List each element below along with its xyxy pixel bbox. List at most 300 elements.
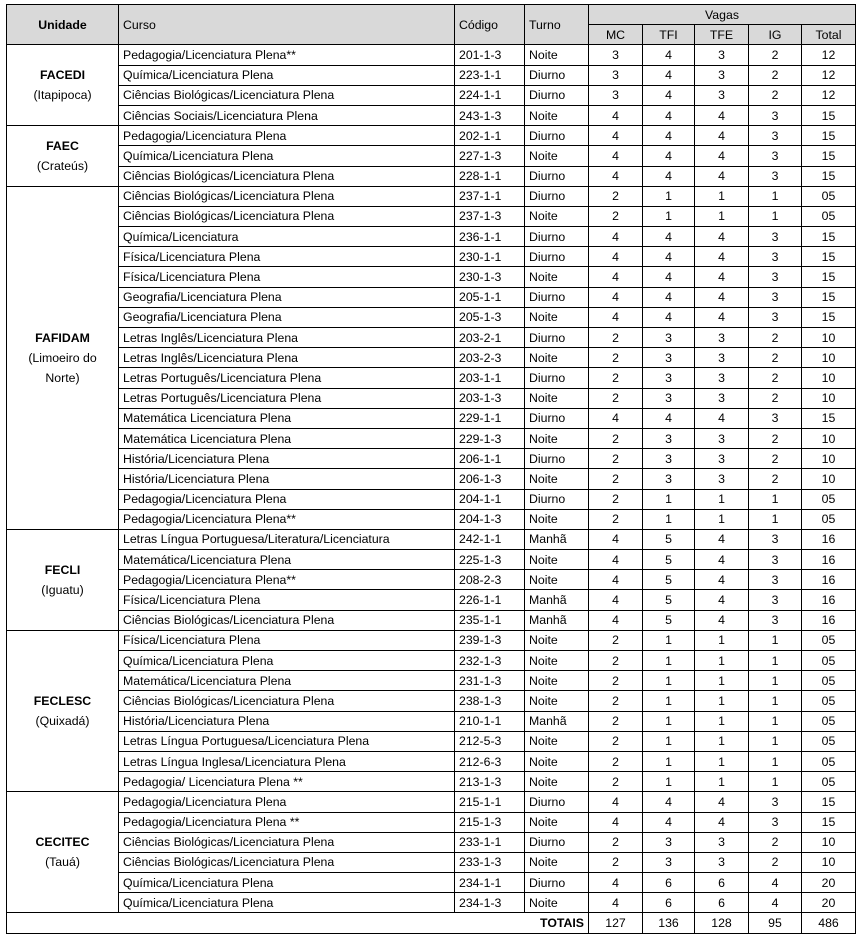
cell-curso: Letras Inglês/Licenciatura Plena xyxy=(119,348,455,368)
cell-codigo: 213-1-3 xyxy=(455,772,525,792)
cell-turno: Diurno xyxy=(525,126,589,146)
cell-ig: 3 xyxy=(749,590,802,610)
cell-mc: 2 xyxy=(589,388,643,408)
cell-turno: Manhã xyxy=(525,610,589,630)
cell-codigo: 204-1-3 xyxy=(455,509,525,529)
cell-codigo: 226-1-1 xyxy=(455,590,525,610)
cell-ig: 1 xyxy=(749,630,802,650)
cell-turno: Diurno xyxy=(525,368,589,388)
cell-curso: Pedagogia/Licenciatura Plena xyxy=(119,126,455,146)
cell-total: 16 xyxy=(802,590,856,610)
cell-mc: 2 xyxy=(589,751,643,771)
cell-tfi: 4 xyxy=(643,408,695,428)
cell-ig: 1 xyxy=(749,206,802,226)
cell-mc: 2 xyxy=(589,630,643,650)
unit-name: FAFIDAM xyxy=(35,330,90,345)
cell-tfi: 1 xyxy=(643,751,695,771)
cell-tfi: 4 xyxy=(643,812,695,832)
cell-turno: Noite xyxy=(525,731,589,751)
cell-tfi: 5 xyxy=(643,529,695,549)
cell-turno: Diurno xyxy=(525,85,589,105)
cell-ig: 3 xyxy=(749,408,802,428)
cell-tfi: 3 xyxy=(643,832,695,852)
cell-tfi: 3 xyxy=(643,428,695,448)
cell-mc: 4 xyxy=(589,812,643,832)
cell-tfe: 1 xyxy=(695,772,749,792)
cell-turno: Diurno xyxy=(525,449,589,469)
cell-tfe: 3 xyxy=(695,852,749,872)
cell-tfe: 1 xyxy=(695,751,749,771)
cell-turno: Noite xyxy=(525,772,589,792)
table-row xyxy=(7,570,856,590)
cell-ig: 2 xyxy=(749,852,802,872)
header-ig: IG xyxy=(749,25,802,45)
cell-curso: Ciências Biológicas/Licenciatura Plena xyxy=(119,691,455,711)
cell-tfi: 1 xyxy=(643,711,695,731)
cell-ig: 2 xyxy=(749,45,802,65)
cell-codigo: 212-6-3 xyxy=(455,751,525,771)
cell-tfe: 4 xyxy=(695,247,749,267)
table-row xyxy=(7,812,856,832)
cell-tfe: 4 xyxy=(695,610,749,630)
table-row xyxy=(7,610,856,630)
cell-total: 10 xyxy=(802,348,856,368)
cell-curso: História/Licenciatura Plena xyxy=(119,449,455,469)
table-row xyxy=(7,751,856,771)
cell-ig: 3 xyxy=(749,307,802,327)
cell-turno: Noite xyxy=(525,388,589,408)
cell-mc: 4 xyxy=(589,166,643,186)
cell-total: 05 xyxy=(802,186,856,206)
cell-total: 15 xyxy=(802,792,856,812)
cell-tfi: 3 xyxy=(643,469,695,489)
cell-tfe: 1 xyxy=(695,186,749,206)
cell-ig: 3 xyxy=(749,529,802,549)
cell-tfi: 1 xyxy=(643,206,695,226)
cell-ig: 1 xyxy=(749,751,802,771)
cell-turno: Noite xyxy=(525,550,589,570)
cell-ig: 1 xyxy=(749,772,802,792)
cell-mc: 2 xyxy=(589,368,643,388)
cell-curso: Ciências Biológicas/Licenciatura Plena xyxy=(119,85,455,105)
cell-codigo: 237-1-3 xyxy=(455,206,525,226)
cell-ig: 2 xyxy=(749,428,802,448)
cell-total: 15 xyxy=(802,307,856,327)
table-row xyxy=(7,651,856,671)
unit-cell xyxy=(7,630,119,792)
cell-codigo: 233-1-3 xyxy=(455,852,525,872)
cell-mc: 2 xyxy=(589,772,643,792)
cell-turno: Manhã xyxy=(525,711,589,731)
cell-tfe: 1 xyxy=(695,671,749,691)
cell-mc: 3 xyxy=(589,85,643,105)
cell-turno: Noite xyxy=(525,469,589,489)
cell-codigo: 233-1-1 xyxy=(455,832,525,852)
cell-tfe: 3 xyxy=(695,428,749,448)
cell-codigo: 235-1-1 xyxy=(455,610,525,630)
unit-name: FAEC xyxy=(46,138,79,153)
header-total: Total xyxy=(802,25,856,45)
cell-ig: 2 xyxy=(749,85,802,105)
table-row xyxy=(7,792,856,812)
cell-codigo: 206-1-1 xyxy=(455,449,525,469)
header-turno: Turno xyxy=(525,5,589,45)
cell-tfi: 5 xyxy=(643,590,695,610)
table-row xyxy=(7,509,856,529)
cell-codigo: 231-1-3 xyxy=(455,671,525,691)
cell-tfi: 1 xyxy=(643,186,695,206)
cell-ig: 1 xyxy=(749,711,802,731)
cell-mc: 4 xyxy=(589,873,643,893)
cell-tfi: 4 xyxy=(643,146,695,166)
table-row xyxy=(7,328,856,348)
cell-curso: Letras Português/Licenciatura Plena xyxy=(119,388,455,408)
cell-turno: Noite xyxy=(525,852,589,872)
table-row xyxy=(7,873,856,893)
cell-curso: Letras Língua Portuguesa/Licenciatura Plena xyxy=(119,731,455,751)
total-tfe: 128 xyxy=(695,913,749,933)
table-row xyxy=(7,85,856,105)
cell-mc: 4 xyxy=(589,267,643,287)
table-row xyxy=(7,126,856,146)
cell-tfe: 3 xyxy=(695,328,749,348)
cell-tfe: 3 xyxy=(695,85,749,105)
cell-turno: Diurno xyxy=(525,247,589,267)
cell-tfi: 5 xyxy=(643,570,695,590)
cell-codigo: 229-1-1 xyxy=(455,408,525,428)
cell-tfe: 1 xyxy=(695,651,749,671)
cell-turno: Manhã xyxy=(525,590,589,610)
cell-tfi: 5 xyxy=(643,610,695,630)
unit-cell xyxy=(7,186,119,529)
cell-curso: Pedagogia/Licenciatura Plena xyxy=(119,792,455,812)
cell-tfe: 3 xyxy=(695,832,749,852)
table-row xyxy=(7,267,856,287)
cell-tfe: 4 xyxy=(695,812,749,832)
table-row xyxy=(7,469,856,489)
cell-total: 05 xyxy=(802,751,856,771)
cell-mc: 4 xyxy=(589,408,643,428)
cell-total: 16 xyxy=(802,610,856,630)
cell-tfe: 3 xyxy=(695,348,749,368)
cell-turno: Noite xyxy=(525,428,589,448)
cell-tfi: 3 xyxy=(643,368,695,388)
cell-codigo: 212-5-3 xyxy=(455,731,525,751)
cell-codigo: 242-1-1 xyxy=(455,529,525,549)
cell-tfe: 4 xyxy=(695,126,749,146)
table-row xyxy=(7,691,856,711)
cell-codigo: 203-2-3 xyxy=(455,348,525,368)
cell-tfi: 3 xyxy=(643,449,695,469)
header-unidade: Unidade xyxy=(7,5,119,45)
unit-location: (Crateús) xyxy=(36,158,89,173)
cell-turno: Diurno xyxy=(525,792,589,812)
cell-curso: Letras Língua Portuguesa/Literatura/Licenciatura xyxy=(119,529,455,549)
cell-tfe: 1 xyxy=(695,711,749,731)
cell-turno: Noite xyxy=(525,348,589,368)
cell-tfi: 4 xyxy=(643,126,695,146)
cell-codigo: 227-1-3 xyxy=(455,146,525,166)
total-total: 486 xyxy=(802,913,856,933)
cell-tfi: 1 xyxy=(643,691,695,711)
cell-total: 15 xyxy=(802,247,856,267)
cell-ig: 1 xyxy=(749,651,802,671)
table-body xyxy=(7,45,856,913)
cell-total: 05 xyxy=(802,772,856,792)
cell-curso: Química/Licenciatura Plena xyxy=(119,893,455,913)
cell-total: 15 xyxy=(802,287,856,307)
cell-mc: 4 xyxy=(589,792,643,812)
cell-mc: 4 xyxy=(589,287,643,307)
cell-ig: 3 xyxy=(749,287,802,307)
vagas-table xyxy=(6,4,856,934)
cell-tfe: 1 xyxy=(695,731,749,751)
unit-location: (Iguatu) xyxy=(41,582,84,597)
cell-codigo: 225-1-3 xyxy=(455,550,525,570)
cell-turno: Noite xyxy=(525,146,589,166)
cell-turno: Noite xyxy=(525,307,589,327)
table-row xyxy=(7,449,856,469)
totals-row xyxy=(7,913,856,933)
table-row xyxy=(7,550,856,570)
cell-mc: 2 xyxy=(589,832,643,852)
table-row xyxy=(7,206,856,226)
total-ig: 95 xyxy=(749,913,802,933)
cell-codigo: 203-1-3 xyxy=(455,388,525,408)
cell-curso: Pedagogia/Licenciatura Plena ** xyxy=(119,812,455,832)
cell-codigo: 243-1-3 xyxy=(455,105,525,125)
cell-turno: Diurno xyxy=(525,489,589,509)
cell-curso: Pedagogia/Licenciatura Plena xyxy=(119,489,455,509)
table-row xyxy=(7,348,856,368)
cell-turno: Noite xyxy=(525,812,589,832)
cell-tfi: 1 xyxy=(643,509,695,529)
table-row xyxy=(7,65,856,85)
cell-tfe: 3 xyxy=(695,388,749,408)
cell-tfe: 4 xyxy=(695,550,749,570)
cell-mc: 4 xyxy=(589,247,643,267)
cell-mc: 2 xyxy=(589,449,643,469)
cell-tfe: 1 xyxy=(695,206,749,226)
table-row xyxy=(7,105,856,125)
cell-mc: 4 xyxy=(589,529,643,549)
unit-cell xyxy=(7,126,119,187)
cell-mc: 4 xyxy=(589,126,643,146)
cell-mc: 2 xyxy=(589,671,643,691)
table-row xyxy=(7,247,856,267)
unit-cell xyxy=(7,45,119,126)
cell-codigo: 239-1-3 xyxy=(455,630,525,650)
cell-ig: 2 xyxy=(749,348,802,368)
cell-curso: Geografia/Licenciatura Plena xyxy=(119,307,455,327)
cell-tfi: 4 xyxy=(643,105,695,125)
unit-name: FACEDI xyxy=(39,68,86,83)
cell-curso: Geografia/Licenciatura Plena xyxy=(119,287,455,307)
header-mc: MC xyxy=(589,25,643,45)
cell-mc: 2 xyxy=(589,186,643,206)
cell-curso: Ciências Biológicas/Licenciatura Plena xyxy=(119,206,455,226)
table-row xyxy=(7,408,856,428)
cell-curso: Matemática Licenciatura Plena xyxy=(119,428,455,448)
cell-ig: 3 xyxy=(749,105,802,125)
table-row xyxy=(7,590,856,610)
cell-codigo: 203-1-1 xyxy=(455,368,525,388)
cell-total: 05 xyxy=(802,206,856,226)
cell-tfi: 3 xyxy=(643,348,695,368)
cell-mc: 4 xyxy=(589,227,643,247)
cell-ig: 4 xyxy=(749,893,802,913)
cell-total: 05 xyxy=(802,691,856,711)
cell-total: 05 xyxy=(802,711,856,731)
cell-ig: 3 xyxy=(749,792,802,812)
cell-codigo: 234-1-1 xyxy=(455,873,525,893)
cell-turno: Noite xyxy=(525,206,589,226)
cell-codigo: 237-1-1 xyxy=(455,186,525,206)
cell-curso: Física/Licenciatura Plena xyxy=(119,247,455,267)
cell-codigo: 210-1-1 xyxy=(455,711,525,731)
cell-turno: Noite xyxy=(525,105,589,125)
unit-cell xyxy=(7,792,119,913)
cell-turno: Noite xyxy=(525,267,589,287)
cell-codigo: 203-2-1 xyxy=(455,328,525,348)
cell-curso: Ciências Biológicas/Licenciatura Plena xyxy=(119,186,455,206)
table-row xyxy=(7,772,856,792)
cell-ig: 4 xyxy=(749,873,802,893)
cell-codigo: 236-1-1 xyxy=(455,227,525,247)
cell-tfe: 4 xyxy=(695,287,749,307)
cell-tfe: 4 xyxy=(695,166,749,186)
cell-ig: 3 xyxy=(749,550,802,570)
cell-ig: 2 xyxy=(749,449,802,469)
cell-total: 12 xyxy=(802,45,856,65)
cell-turno: Noite xyxy=(525,651,589,671)
cell-ig: 3 xyxy=(749,146,802,166)
cell-turno: Noite xyxy=(525,751,589,771)
cell-curso: Física/Licenciatura Plena xyxy=(119,590,455,610)
table-row xyxy=(7,146,856,166)
cell-tfe: 3 xyxy=(695,45,749,65)
cell-tfe: 4 xyxy=(695,267,749,287)
cell-total: 12 xyxy=(802,85,856,105)
cell-codigo: 201-1-3 xyxy=(455,45,525,65)
cell-turno: Diurno xyxy=(525,832,589,852)
cell-turno: Diurno xyxy=(525,408,589,428)
cell-tfe: 4 xyxy=(695,146,749,166)
table-header xyxy=(7,5,856,45)
cell-turno: Diurno xyxy=(525,287,589,307)
cell-tfi: 1 xyxy=(643,489,695,509)
table-row xyxy=(7,227,856,247)
total-mc: 127 xyxy=(589,913,643,933)
cell-tfi: 1 xyxy=(643,651,695,671)
cell-codigo: 215-1-3 xyxy=(455,812,525,832)
cell-tfe: 4 xyxy=(695,408,749,428)
cell-mc: 2 xyxy=(589,348,643,368)
cell-curso: Pedagogia/ Licenciatura Plena ** xyxy=(119,772,455,792)
cell-tfe: 6 xyxy=(695,873,749,893)
cell-curso: Química/Licenciatura Plena xyxy=(119,146,455,166)
unit-location: (Itapipoca) xyxy=(33,88,92,103)
cell-tfe: 1 xyxy=(695,509,749,529)
cell-total: 15 xyxy=(802,812,856,832)
cell-tfe: 4 xyxy=(695,570,749,590)
table-row xyxy=(7,166,856,186)
cell-codigo: 228-1-1 xyxy=(455,166,525,186)
total-tfi: 136 xyxy=(643,913,695,933)
cell-mc: 2 xyxy=(589,469,643,489)
cell-tfe: 1 xyxy=(695,630,749,650)
cell-curso: Matemática/Licenciatura Plena xyxy=(119,550,455,570)
cell-tfe: 4 xyxy=(695,792,749,812)
cell-turno: Noite xyxy=(525,893,589,913)
cell-turno: Manhã xyxy=(525,529,589,549)
cell-mc: 4 xyxy=(589,146,643,166)
cell-mc: 4 xyxy=(589,610,643,630)
cell-mc: 4 xyxy=(589,590,643,610)
cell-tfi: 6 xyxy=(643,873,695,893)
cell-codigo: 202-1-1 xyxy=(455,126,525,146)
table-row xyxy=(7,711,856,731)
table-row xyxy=(7,671,856,691)
cell-tfi: 4 xyxy=(643,166,695,186)
cell-mc: 2 xyxy=(589,428,643,448)
cell-mc: 2 xyxy=(589,852,643,872)
cell-tfe: 3 xyxy=(695,469,749,489)
cell-tfe: 6 xyxy=(695,893,749,913)
cell-curso: Letras Português/Licenciatura Plena xyxy=(119,368,455,388)
cell-tfi: 3 xyxy=(643,388,695,408)
cell-curso: Pedagogia/Licenciatura Plena** xyxy=(119,509,455,529)
cell-codigo: 238-1-3 xyxy=(455,691,525,711)
table-row xyxy=(7,287,856,307)
cell-turno: Diurno xyxy=(525,186,589,206)
header-codigo: Código xyxy=(455,5,525,45)
header-curso: Curso xyxy=(119,5,455,45)
cell-total: 05 xyxy=(802,489,856,509)
cell-turno: Diurno xyxy=(525,328,589,348)
cell-ig: 1 xyxy=(749,186,802,206)
cell-mc: 2 xyxy=(589,328,643,348)
cell-curso: Pedagogia/Licenciatura Plena** xyxy=(119,570,455,590)
header-tfe: TFE xyxy=(695,25,749,45)
cell-tfi: 4 xyxy=(643,85,695,105)
cell-curso: Ciências Biológicas/Licenciatura Plena xyxy=(119,832,455,852)
cell-total: 10 xyxy=(802,852,856,872)
cell-total: 15 xyxy=(802,408,856,428)
cell-tfi: 4 xyxy=(643,792,695,812)
cell-total: 05 xyxy=(802,630,856,650)
cell-tfe: 4 xyxy=(695,227,749,247)
cell-tfe: 3 xyxy=(695,449,749,469)
cell-tfi: 3 xyxy=(643,852,695,872)
table-row xyxy=(7,529,856,549)
cell-total: 10 xyxy=(802,469,856,489)
cell-turno: Noite xyxy=(525,630,589,650)
cell-turno: Noite xyxy=(525,671,589,691)
cell-curso: Ciências Biológicas/Licenciatura Plena xyxy=(119,852,455,872)
cell-total: 16 xyxy=(802,570,856,590)
cell-curso: Física/Licenciatura Plena xyxy=(119,267,455,287)
totals-label: TOTAIS xyxy=(7,913,589,933)
cell-ig: 3 xyxy=(749,247,802,267)
cell-ig: 2 xyxy=(749,469,802,489)
cell-ig: 2 xyxy=(749,65,802,85)
cell-tfi: 4 xyxy=(643,227,695,247)
cell-total: 20 xyxy=(802,893,856,913)
header-tfi: TFI xyxy=(643,25,695,45)
cell-curso: Química/Licenciatura Plena xyxy=(119,651,455,671)
cell-mc: 2 xyxy=(589,651,643,671)
